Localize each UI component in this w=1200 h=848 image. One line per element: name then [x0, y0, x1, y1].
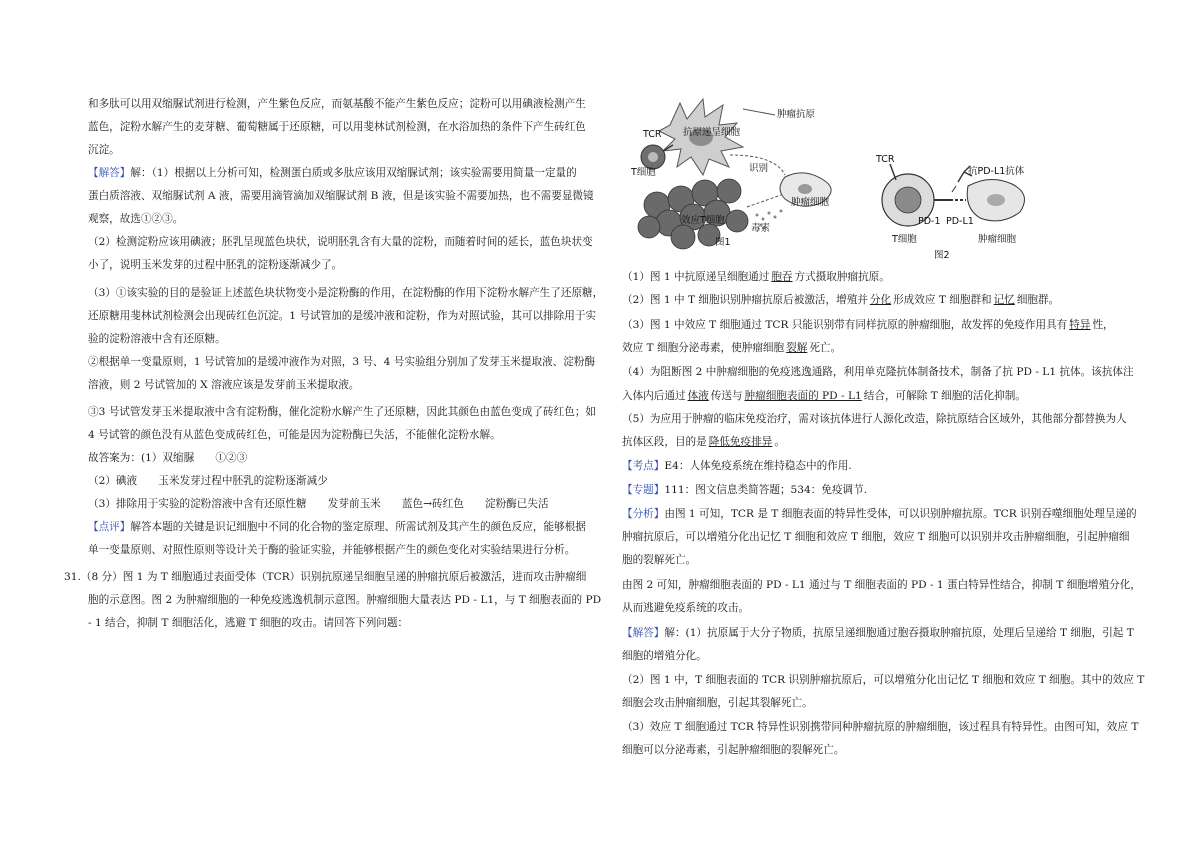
solution-paragraph: 【解答】解：(1）抗原属于大分子物质，抗原呈递细胞通过胞吞摄取肿瘤抗原，处理后呈递给 T 细胞，引起 T [622, 627, 1134, 639]
text-line: 和多肽可以用双缩脲试剂进行检测，产生紫色反应，而氨基酸不能产生紫色反应；淀粉可以用碘液检测产生 [88, 98, 586, 110]
answer-summary: （3）排除用于实验的淀粉溶液中含有还原性糖 发芽前玉米 蓝色→砖红色 淀粉酶已失活 [88, 498, 549, 510]
question-number: 31. [64, 571, 81, 583]
text-line: 肿瘤抗原后，可以增殖分化出记忆 T 细胞和效应 T 细胞，效应 T 细胞可以识别并攻击肿瘤细胞，引起肿瘤细 [622, 531, 1130, 543]
text-line: ②根据单一变量原则，1 号试管加的是缓冲液作为对照，3 号、4 号实验组分别加了发芽玉米提取液、淀粉酶 [88, 356, 596, 368]
label-effector-t-cell: 效应T细胞 [681, 215, 725, 226]
text-line: - 1 结合，抑制 T 细胞活化，逃避 T 细胞的攻击。请回答下列问题： [88, 617, 409, 629]
answer-summary: （2）碘液 玉米发芽过程中胚乳的淀粉逐渐减少 [88, 475, 328, 487]
blank-answer: 降低免疫排异 [708, 436, 773, 448]
label-tumor-cell: 肿瘤细胞 [978, 234, 1017, 245]
label-tcr: TCR [876, 154, 895, 165]
text-line: ③3 号试管发芽玉米提取液中含有淀粉酶，催化淀粉水解产生了还原糖，因此其颜色由蓝色变成了砖红色；如 [88, 406, 597, 418]
blank-answer: 记忆 [993, 294, 1015, 306]
text-line: 观察，故选①②③。 [88, 213, 184, 225]
blank-answer: 肿瘤细胞表面的 PD - L1 [744, 390, 862, 402]
knowledge-tag: 【考点】 [622, 460, 665, 472]
blank-answer: 分化 [869, 294, 892, 306]
text-line: 胞的裂解死亡。 [622, 554, 697, 566]
text-line: （4）为阻断图 2 中肿瘤细胞的免疫逃逸通路，利用单克隆抗体制备技术，制备了抗 PD - L1 抗体。该抗体注 [622, 366, 1134, 378]
label-t-cell: T细胞 [631, 167, 656, 178]
effector-t-cell-cluster [638, 179, 748, 249]
text-line: （3）①该实验的目的是验证上述蓝色块状物变小是淀粉酶的作用，在淀粉酶的作用下淀粉水解产生了还原糖， [88, 287, 604, 299]
text-line: 验的淀粉溶液中含有还原糖。 [88, 333, 226, 345]
tumor-cell [967, 179, 1024, 220]
text-line: 小了，说明玉米发芽的过程中胚乳的淀粉逐渐减少了。 [88, 259, 343, 271]
analysis-paragraph: 【分析】由图 1 可知，TCR 是 T 细胞表面的特异性受体，可以识别肿瘤抗原。TCR 识别吞噬细胞处理呈递的 [622, 508, 1137, 520]
question-5-answer: 抗体区段，目的是 降低免疫排异 。 [622, 436, 785, 448]
question-4-answer: 入体内后通过 体液 传送与 肿瘤细胞表面的 PD - L1 结合，可解除 T 细胞的活化抑制。 [622, 390, 1026, 402]
label-t-cell: T细胞 [892, 234, 917, 245]
text-line: （3）效应 T 细胞通过 TCR 特异性识别携带同种肿瘤抗原的肿瘤细胞，该过程具有特异性。由图可知，效应 T [622, 721, 1139, 733]
text-line: （2）检测淀粉应该用碘液；胚乳呈现蓝色块状，说明胚乳含有大量的淀粉，而随着时间的延长，蓝色块状变 [88, 236, 593, 248]
figure-2-caption: 图2 [934, 250, 950, 261]
label-tumor-antigen: 肿瘤抗原 [777, 109, 816, 120]
text-line: 还原糖用斐林试剂检测会出现砖红色沉淀。1 号试管加的是缓冲液和淀粉，作为对照试验，其可以排除用于实 [88, 310, 597, 322]
topic: 【专题】111：图文信息类简答题；534：免疫调节. [622, 484, 868, 496]
answer-tag: 【解答】 [88, 167, 131, 179]
text-line: 沉淀。 [88, 144, 120, 156]
text-line: 由图 2 可知，肿瘤细胞表面的 PD - L1 通过与 T 细胞表面的 PD - 1 蛋白特异性结合，抑制 T 细胞增殖分化， [622, 579, 1141, 591]
text-line: 4 号试管的颜色没有从蓝色变成砖红色，可能是因为淀粉酶已失活，不能催化淀粉水解。 [88, 429, 501, 441]
question-2-answer: （2）图 1 中 T 细胞识别肿瘤抗原后被激活，增殖并 分化 形成效应 T 细胞群和 记忆 细胞群。 [622, 294, 1060, 306]
label-recognize: 识别 [749, 163, 769, 174]
analysis-tag: 【分析】 [622, 508, 665, 520]
text-line: （2）图 1 中，T 细胞表面的 TCR 识别肿瘤抗原后，可以增殖分化出记忆 T 细胞和效应 T 细胞。其中的效应 T [622, 674, 1145, 686]
question-3-answer-cont: 效应 T 细胞分泌毒素，使肿瘤细胞 裂解 死亡。 [622, 342, 842, 354]
text-line: 溶液，则 2 号试管加的 X 溶液应该是发芽前玉米提取液。 [88, 379, 360, 391]
label-tcr: TCR [643, 129, 662, 140]
question-3-answer: （3）图 1 中效应 T 细胞通过 TCR 只能识别带有同样抗原的肿瘤细胞，故发挥的免疫作用具有 特异 性， [622, 319, 1114, 331]
text-line: 从而逃避免疫系统的攻击。 [622, 602, 750, 614]
answer-paragraph: 【解答】解：（1）根据以上分析可知，检测蛋白质或多肽应该用双缩脲试剂；该实验需要用简量一定量的 [88, 167, 577, 179]
blank-answer: 胞吞 [771, 271, 793, 283]
blank-answer: 裂解 [786, 342, 808, 354]
blank-answer: 体液 [687, 390, 709, 402]
figure-1-caption: 图1 [715, 237, 731, 248]
text-line: 单一变量原则、对照性原则等设计关于酶的验证实验，并能够根据产生的颜色变化对实验结果进行分析。 [88, 544, 576, 556]
topic-tag: 【专题】 [622, 484, 665, 496]
label-pdl1: PD-L1 [946, 216, 974, 227]
label-tumor-cell: 肿瘤细胞 [791, 197, 830, 208]
figure-2-immune-escape [870, 150, 1045, 262]
figure-1-t-cell-activation [625, 95, 850, 260]
knowledge-point: 【考点】E4：人体免疫系统在维持稳态中的作用. [622, 460, 852, 472]
text-line: （5）为应用于肿瘤的临床免疫治疗，需对该抗体进行人源化改造，除抗原结合区域外，其他部分都替换为人 [622, 413, 1127, 425]
solution-tag: 【解答】 [622, 627, 665, 639]
question-1-answer: （1）图 1 中抗原递呈细胞通过 胞吞 方式摄取肿瘤抗原。 [622, 271, 890, 283]
label-apc: 抗原递呈细胞 [683, 127, 741, 138]
comment-tag: 【点评】 [88, 521, 131, 533]
text-line: 细胞的增殖分化。 [622, 650, 707, 662]
label-anti-pdl1-antibody: 抗PD-L1抗体 [968, 166, 1025, 177]
text-line: 细胞会攻击肿瘤细胞，引起其裂解死亡。 [622, 697, 813, 709]
text-line: 蓝色，淀粉水解产生的麦芽糖、葡萄糖属于还原糖，可以用斐林试剂检测，在水浴加热的条件下产生砖红色 [88, 121, 586, 133]
text-line: 胞的示意图。图 2 为肿瘤细胞的一种免疫逃逸机制示意图。肿瘤细胞大量表达 PD - L1，与 T 细胞表面的 PD [88, 594, 602, 606]
label-pd1: PD-1 [918, 216, 941, 227]
comment-paragraph: 【点评】解答本题的关键是识记细胞中不同的化合物的鉴定原理、所需试剂及其产生的颜色反应，能够根据 [88, 521, 586, 533]
blank-answer: 特异 [1069, 319, 1091, 331]
answer-summary: 故答案为：(1）双缩脲 ①②③ [88, 452, 248, 464]
text-line: 细胞可以分泌毒素，引起肿瘤细胞的裂解死亡。 [622, 744, 845, 756]
t-cell [641, 145, 673, 169]
label-toxin: 毒素 [751, 223, 771, 234]
text-line: 蛋白质溶液、双缩脲试剂 A 液，需要用滴管滴加双缩脲试剂 B 液，但是该实验不需要加热，也不需要显微镜 [88, 190, 594, 202]
question-31: 31.（8 分）图 1 为 T 细胞通过表面受体（TCR）识别抗原递呈细胞呈递的肿瘤抗原后被激活，进而攻击肿瘤细 [64, 571, 587, 583]
